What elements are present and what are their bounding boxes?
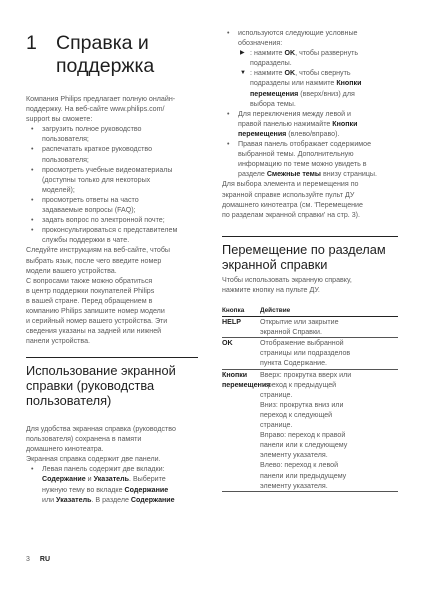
intro-line: Компания Philips предлагает полную онлайн- bbox=[26, 95, 176, 103]
language-code: RU bbox=[39, 556, 51, 563]
body-line: по разделам экранной справки' на стр. 3). bbox=[222, 210, 361, 219]
list-item: • Правая панель отображает содержимое выбранной темы. Дополнительную информацию по теме можно увидеть в разделе Смежные темы внизу страницы. bbox=[238, 139, 398, 179]
table-cell-key: HELP bbox=[222, 318, 241, 327]
body-line: и серийный номер вашего устройства. Эти bbox=[26, 317, 168, 326]
support-options-list bbox=[26, 124, 198, 245]
onscreen-help-body bbox=[26, 424, 198, 505]
list-item: • просмотреть ответы на часто задаваемые вопросы (FAQ); bbox=[42, 195, 198, 215]
panels-continuation bbox=[222, 28, 398, 220]
list-item: ▼ : нажмите OK, чтобы свернуть подразделы или нажмите Кнопки перемещения (вверх/вниз) для выбора темы. bbox=[240, 69, 362, 108]
body-line: выбрать язык, после чего введите номер bbox=[26, 256, 162, 265]
navigation-intro: Чтобы использовать экранную справку, нажмите кнопку на пульте ДУ. bbox=[222, 276, 352, 295]
body-line: С вопросами также можно обратиться bbox=[26, 276, 153, 285]
body-line: Экранная справка содержит две панели. bbox=[26, 455, 161, 464]
panels-list bbox=[26, 464, 198, 504]
section-heading-onscreen-help: Использование экранной справки (руководства пользователя) bbox=[26, 357, 198, 408]
table-header-row bbox=[222, 306, 398, 317]
body-line: домашнего кинотеатра (см. 'Перемещение bbox=[222, 200, 363, 209]
body-line: в вашей стране. Перед обращением в bbox=[26, 296, 153, 305]
table-header-cell: Кнопка bbox=[222, 307, 245, 314]
panels-list-continued bbox=[222, 28, 398, 48]
chapter-title-line2: поддержка bbox=[56, 55, 155, 77]
body-line: Для удобства экранная справка (руководство bbox=[26, 425, 176, 433]
page-footer bbox=[26, 556, 50, 563]
body-line: компанию Philips запишите номер модели bbox=[26, 306, 165, 315]
triangle-right-icon: ▶ bbox=[240, 50, 245, 57]
table-cell-key: OK bbox=[222, 339, 233, 348]
body-line: модели вашего устройства. bbox=[26, 266, 117, 275]
chapter-number: 1 bbox=[26, 32, 37, 54]
list-item: • Левая панель содержит две вкладки: Содержание и Указатель. Выберите нужную тему во вкладке Содержание или Указатель. В разделе Содержание bbox=[42, 464, 198, 504]
section-heading-navigation: Перемещение по разделам экранной справки bbox=[222, 236, 398, 272]
body-line: панели устройства. bbox=[26, 337, 91, 346]
body-line: пользователя) сохранена в памяти bbox=[26, 435, 142, 444]
panel-navigation-list bbox=[222, 109, 398, 180]
list-item: • задать вопрос по электронной почте; bbox=[42, 215, 198, 225]
chapter-title-line1: Справка и bbox=[56, 32, 149, 54]
table-header-cell: Действие bbox=[260, 307, 291, 314]
body-line: Следуйте инструкциям на веб-сайте, чтобы bbox=[26, 246, 170, 255]
intro-block bbox=[26, 94, 198, 346]
page-number: 3 bbox=[26, 556, 30, 563]
table-cell-key: Кнопки перемещения bbox=[222, 370, 271, 389]
body-line: экранной справке используйте пульт ДУ bbox=[222, 190, 355, 199]
body-line: сведения указаны на задней или нижней bbox=[26, 327, 162, 336]
list-item: • распечатать краткое руководство пользователя; bbox=[42, 144, 198, 164]
list-item: • просмотреть учебные видеоматериалы (доступны только для некоторых моделей); bbox=[42, 165, 198, 195]
list-item: ▶ : нажмите OK, чтобы развернуть подразделы. bbox=[240, 49, 359, 68]
list-item: • Для переключения между левой и правой панелью нажимайте Кнопки перемещения (влево/вправо). bbox=[238, 109, 398, 139]
list-item: • проконсультироваться с представителем службы поддержки в чате. bbox=[42, 225, 198, 245]
table-cell-value: Вверх: прокрутка вверх или переход к предыдущей странице. Вниз: прокрутка вниз или переход к следующей странице. Вправо: переход к правой панели или к следующему элементу указателя. Влево: переход к левой панели или предыдущему элементу указателя. bbox=[260, 370, 352, 490]
table-row bbox=[222, 338, 398, 369]
table-row bbox=[222, 370, 398, 492]
list-item-continued: • используются следующие условные обозначения: bbox=[238, 28, 398, 48]
body-line: домашнего кинотеатра. bbox=[26, 445, 104, 454]
intro-line: поддержку. На веб-сайте www.philips.com/ bbox=[26, 105, 165, 114]
body-line: в центр поддержки покупателей Philips bbox=[26, 286, 155, 295]
intro-line: support вы сможете: bbox=[26, 115, 93, 124]
table-cell-value: Отображение выбранной страницы или подразделов пункта Содержание. bbox=[260, 339, 351, 368]
list-item: • загрузить полное руководство пользователя; bbox=[42, 124, 198, 144]
symbol-list bbox=[222, 48, 398, 109]
remote-buttons-table bbox=[222, 306, 398, 492]
table-cell-value: Открытие или закрытие экранной Справки. bbox=[260, 318, 339, 337]
body-line: Для выбора элемента и перемещения по bbox=[222, 180, 359, 189]
triangle-down-icon: ▼ bbox=[240, 70, 246, 77]
chapter-title bbox=[26, 32, 198, 78]
table-row bbox=[222, 317, 398, 338]
